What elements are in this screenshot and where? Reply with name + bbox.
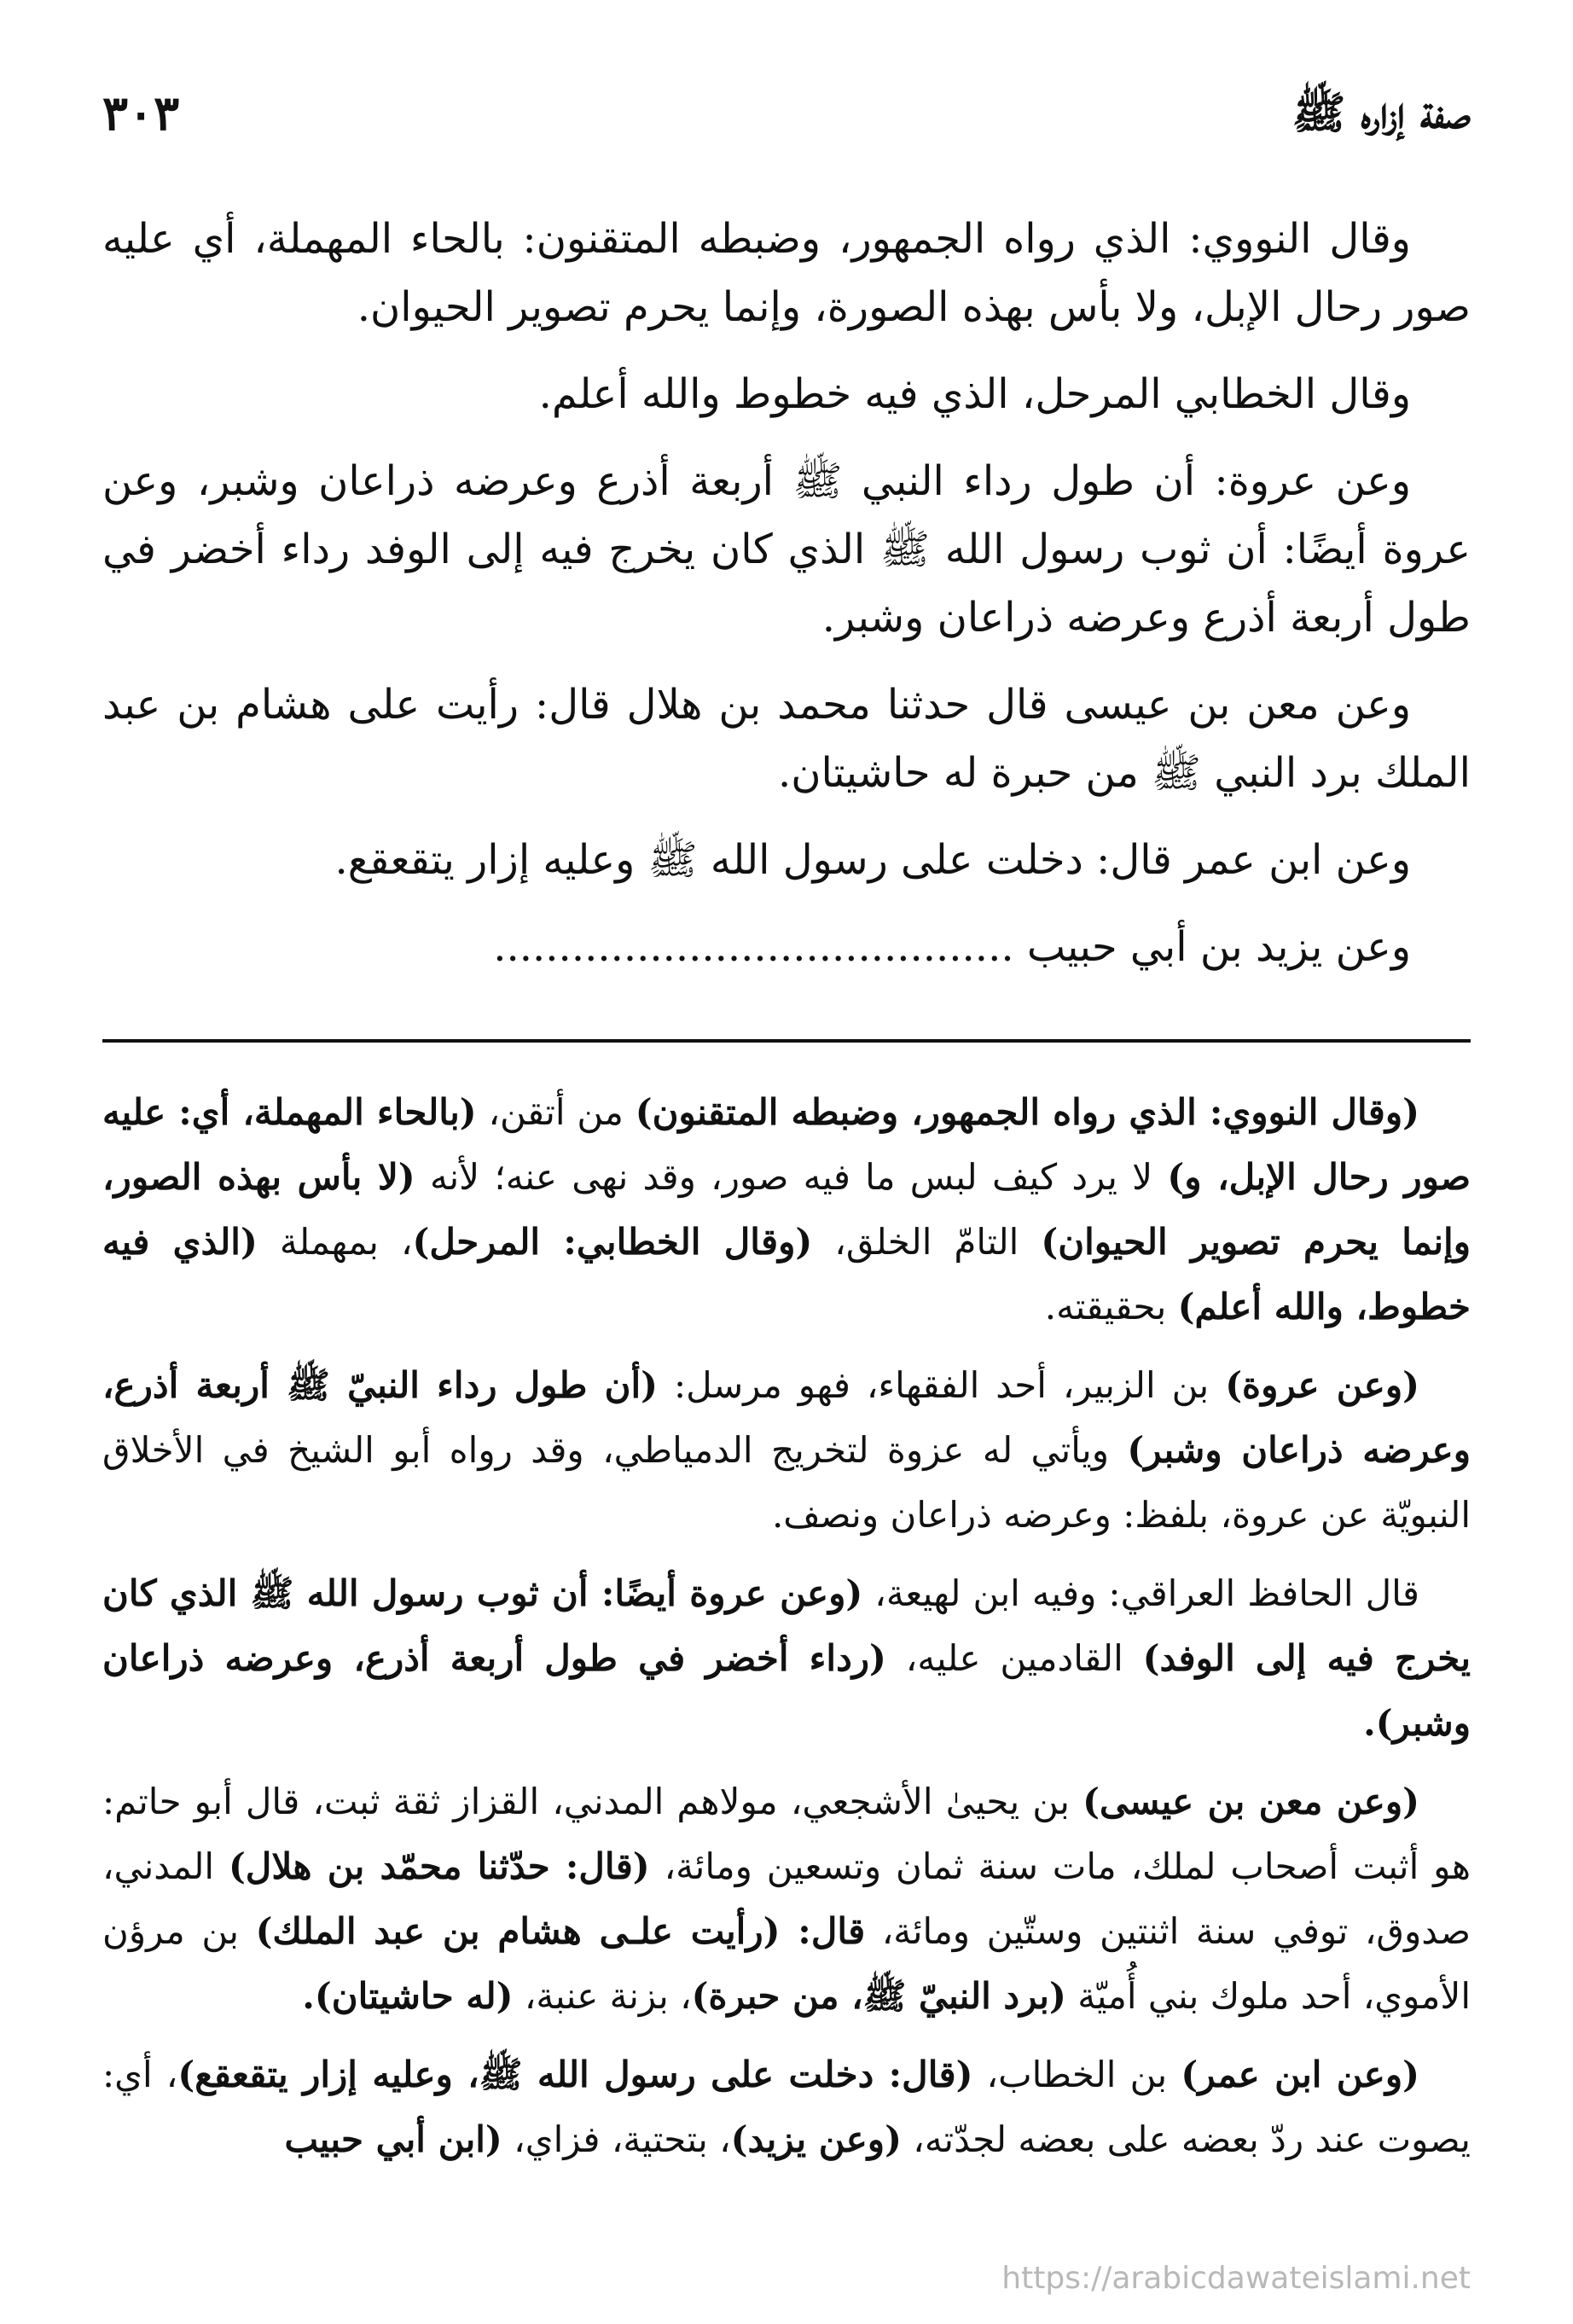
commentary-text: التامّ الخلق، <box>812 1221 1042 1263</box>
commentary-text: ، بتحتية، فزاي، <box>502 2118 731 2160</box>
quoted-matn-text: (رداء أخضر في طول أربعة أذرع، وعرضه ذراعان وشبر). <box>102 1637 1471 1744</box>
commentary <box>102 1080 1471 2186</box>
quoted-matn-text: (برد النبيّ ﷺ، من حبرة) <box>691 1975 1066 2017</box>
commentary-paragraph <box>102 1561 1471 1756</box>
quoted-matn-text: (قال: دخلت على رسول الله ﷺ، وعليه إزار يتقعقع) <box>177 2054 973 2095</box>
commentary-text: بن الخطاب، <box>972 2054 1181 2095</box>
quoted-matn-text: (وقال الخطابي: المرحل) <box>412 1221 813 1263</box>
quoted-matn-text: (قال: حدّثنا محمّد بن هلال) <box>228 1845 650 1887</box>
quoted-matn-text: (ابن أبي حبيب <box>284 2118 502 2160</box>
quoted-matn-text: (وعن ابن عمر) <box>1181 2054 1419 2095</box>
main-paragraph: وقال النووي: الذي رواه الجمهور، وضبطه المتقنون: بالحاء المهملة، أي عليه صور رحال الإبل، ولا بأس بهذه الصورة، وإنما يحرم تصوير الحيوان. <box>102 215 1471 331</box>
running-header <box>102 75 1471 152</box>
main-text <box>102 205 1471 1000</box>
commentary-text: بحقيقته. <box>1044 1286 1178 1328</box>
commentary-text: ، بمهملة <box>257 1221 413 1263</box>
section-divider <box>102 1039 1471 1043</box>
page-number: ٣٠٣ <box>102 85 180 142</box>
commentary-text: بن مرؤن الأموي، أحد ملوك بني أُميّة <box>102 1910 1471 2017</box>
commentary-text: ، أي: يصوت عند ردّ بعضه على بعضه لجدّته، <box>102 2054 1471 2160</box>
commentary-text: لا يرد كيف لبس ما فيه صور، وقد نهى عنه؛ لأنه <box>415 1156 1168 1198</box>
commentary-text: القادمين عليه، <box>885 1637 1143 1679</box>
commentary-text: بن يحيىٰ الأشجعي، مولاهم المدني، القزاز ثقة ثبت، قال أبو حاتم: هو أثبت أصحاب لملك، مات سنة ثمان وتسعين ومائة، <box>102 1781 1471 1887</box>
commentary-text: من أتقن، <box>476 1091 636 1133</box>
commentary-text: ويأتي له عزوة لتخريج الدمياطي، وقد رواه أبو الشيخ في الأخلاق النبويّة عن عروة، بلفظ: وعرضه ذراعان ونصف. <box>102 1429 1471 1536</box>
main-paragraph: وعن معن بن عيسى قال حدثنا محمد بن هلال قال: رأيت على هشام بن عبد الملك برد النبي ﷺ من حبرة له حاشيتان. <box>102 681 1471 797</box>
quoted-matn-text: (وعن عروة) <box>1225 1364 1419 1406</box>
commentary-text: بن الزبير، أحد الفقهاء، فهو مرسل: <box>658 1364 1226 1406</box>
quoted-matn-text: (بالحاء المهملة، أي: عليه صور رحال الإبل، و) <box>102 1091 1471 1198</box>
quoted-matn-text: (الذي فيه خطوط، والله أعلم) <box>102 1221 1471 1328</box>
main-paragraph: وقال الخطابي المرحل، الذي فيه خطوط والله أعلم. <box>538 370 1411 418</box>
main-paragraph: وعن يزيد بن أبي حبيب ........................................ <box>493 923 1411 971</box>
commentary-text: ، بزنة عنبة، <box>513 1975 692 2017</box>
quoted-matn-text: (وعن يزيد) <box>730 2118 902 2160</box>
commentary-text: المدني، صدوق، توفي سنة اثنتين وستّين ومائة، <box>102 1845 1471 1952</box>
quoted-matn-text: (وقال النووي: الذي رواه الجمهور، وضبطه المتقنون) <box>635 1091 1420 1133</box>
commentary-text: قال الحافظ العراقي: وفيه ابن لهيعة، <box>862 1572 1419 1614</box>
chapter-title: صفة إزاره ﷺ <box>1291 87 1471 139</box>
commentary-paragraph <box>102 1769 1471 2029</box>
quoted-matn-text: (له حاشيتان). <box>302 1975 514 2017</box>
quoted-matn-text: (لا بأس بهذه الصور، وإنما يحرم تصوير الحيوان) <box>102 1156 1471 1263</box>
commentary-paragraph <box>102 1080 1471 1339</box>
quoted-matn-text: (أن طول رداء النبيّ ﷺ أربعة أذرع، وعرضه ذراعان وشبر) <box>102 1364 1471 1471</box>
quoted-matn-text: (وعن معن بن عيسى) <box>1083 1781 1419 1822</box>
main-paragraph: وعن عروة: أن طول رداء النبي ﷺ أربعة أذرع وعرضه ذراعان وشبر، وعن عروة أيضًا: أن ثوب رسول الله ﷺ الذي كان يخرج فيه إلى الوفد رداء أخضر في طول أربعة أذرع وعرضه ذراعان وشبر. <box>102 457 1471 642</box>
watermark-url: https://arabicdawateislami.net <box>1001 2261 1471 2296</box>
commentary-paragraph <box>102 1353 1471 1548</box>
commentary-paragraph <box>102 2042 1471 2172</box>
quoted-matn-text: (وعن عروة أيضًا: أن ثوب رسول الله ﷺ الذي كان يخرج فيه إلى الوفد) <box>102 1572 1471 1679</box>
quoted-matn-text: قال: (رأيت علـى هشام بن عبد الملك) <box>255 1910 866 1952</box>
main-paragraph: وعن ابن عمر قال: دخلت على رسول الله ﷺ وعليه إزار يتقعقع. <box>334 836 1411 884</box>
